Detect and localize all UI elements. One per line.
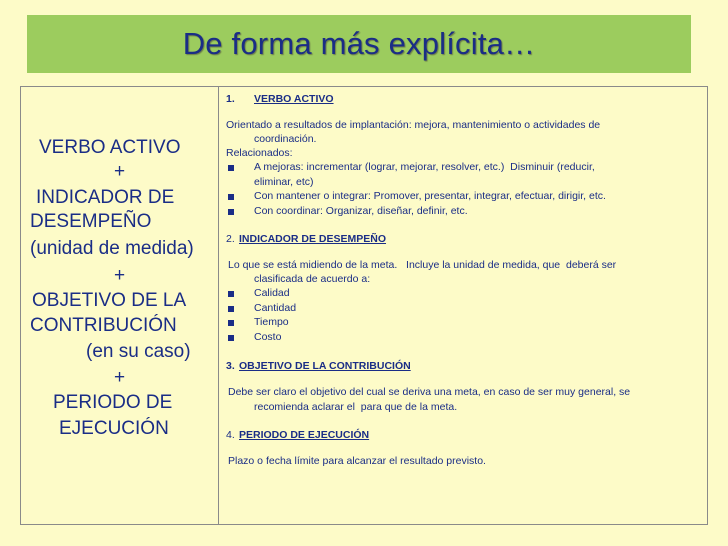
summary-plus-2: + bbox=[114, 265, 126, 286]
detail-column bbox=[226, 87, 704, 524]
section-1-bullet-2: Con mantener o integrar: Promover, presentar, integrar, efectuar, dirigir, etc. bbox=[254, 190, 606, 202]
summary-line-periodo: PERIODO DE bbox=[53, 392, 173, 413]
summary-line-en-su-caso: (en su caso) bbox=[86, 341, 191, 362]
summary-line-objetivo: OBJETIVO DE LA bbox=[32, 290, 187, 311]
section-2-desc-line2: clasificada de acuerdo a: bbox=[254, 273, 371, 285]
section-2-item-costo: Costo bbox=[254, 331, 282, 343]
section-3-desc-line2: recomienda aclarar el para que de la meta. bbox=[254, 401, 458, 413]
bullet-icon bbox=[228, 209, 234, 215]
section-3-desc-line1: Debe ser claro el objetivo del cual se deriva una meta, en caso de ser muy general, se bbox=[228, 386, 631, 398]
summary-line-desempeno: DESEMPEÑO bbox=[30, 211, 152, 232]
section-4-heading: PERIODO DE EJECUCIÓN bbox=[239, 429, 370, 441]
bullet-icon bbox=[228, 320, 234, 326]
section-2-heading: INDICADOR DE DESEMPEÑO bbox=[239, 233, 387, 245]
bullet-icon bbox=[228, 306, 234, 312]
page-title: De forma más explícita… bbox=[182, 26, 536, 61]
section-1-bullet-3: Con coordinar: Organizar, diseñar, definir, etc. bbox=[254, 205, 468, 217]
section-1-desc-line2: coordinación. bbox=[254, 133, 317, 145]
section-1-desc-line1: Orientado a resultados de implantación: mejora, mantenimiento o actividades de bbox=[226, 119, 601, 131]
section-2-item-tiempo: Tiempo bbox=[254, 316, 289, 328]
section-3-number: 3. bbox=[226, 360, 235, 372]
section-2-desc-line1: Lo que se está midiendo de la meta. Incluye la unidad de medida, que deberá ser bbox=[228, 259, 617, 271]
section-1-bullet-1-line2: eliminar, etc) bbox=[254, 176, 314, 188]
section-2-item-calidad: Calidad bbox=[254, 287, 290, 299]
section-1-bullet-1-line1: A mejoras: incrementar (lograr, mejorar, resolver, etc.) Disminuir (reducir, bbox=[254, 161, 595, 173]
section-1-heading: VERBO ACTIVO bbox=[254, 93, 334, 105]
column-divider bbox=[218, 87, 219, 524]
summary-line-verbo: VERBO ACTIVO bbox=[39, 137, 181, 158]
content-table bbox=[20, 86, 708, 525]
section-4-number: 4. bbox=[226, 429, 235, 441]
section-1-related: Relacionados: bbox=[226, 147, 293, 159]
summary-column bbox=[21, 87, 218, 524]
bullet-icon bbox=[228, 335, 234, 341]
summary-line-ejecucion: EJECUCIÓN bbox=[59, 418, 169, 439]
section-2-item-cantidad: Cantidad bbox=[254, 302, 297, 314]
bullet-icon bbox=[228, 194, 234, 200]
summary-line-indicador: INDICADOR DE bbox=[36, 187, 175, 208]
bullet-icon bbox=[228, 165, 234, 171]
summary-line-contribucion: CONTRIBUCIÓN bbox=[30, 315, 177, 336]
section-2-number: 2. bbox=[226, 233, 235, 245]
title-bar bbox=[27, 15, 691, 73]
section-3-heading: OBJETIVO DE LA CONTRIBUCIÓN bbox=[239, 360, 411, 372]
summary-line-unidad: (unidad de medida) bbox=[30, 238, 194, 259]
bullet-icon bbox=[228, 291, 234, 297]
section-4-desc: Plazo o fecha límite para alcanzar el resultado previsto. bbox=[228, 455, 486, 467]
section-1-number: 1. bbox=[226, 93, 235, 105]
summary-plus-3: + bbox=[114, 367, 126, 388]
summary-plus-1: + bbox=[114, 161, 126, 182]
